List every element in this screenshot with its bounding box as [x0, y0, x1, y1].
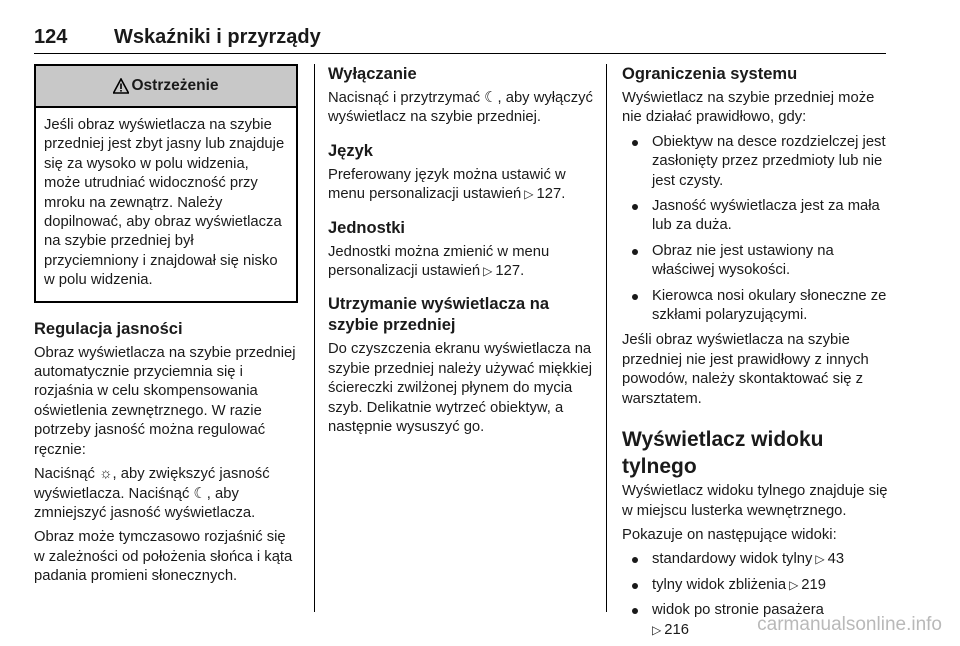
moon-icon: ☾: [484, 90, 498, 106]
bullet-icon: [632, 204, 638, 210]
list-item: Obraz nie jest ustawiony na właściwej wysokości.: [622, 242, 888, 281]
page-ref-icon: ▷: [815, 552, 825, 567]
maintenance-heading: Utrzymanie wyświetlacza na szybie przedniej: [328, 295, 550, 335]
warning-box: [34, 64, 298, 303]
units-paragraph: Jednostki można zmienić w menu personalizacji ustawień ▷ 127.: [328, 243, 596, 282]
list-item: Kierowca nosi okulary słoneczne ze szkłami polaryzującymi.: [622, 287, 888, 326]
language-ref: 127.: [536, 186, 566, 203]
rear-view-paragraph-1: Wyświetlacz widoku tylnego znajduje się w miejscu lusterka wewnętrznego.: [622, 483, 888, 519]
warning-label: Ostrzeżenie: [131, 77, 219, 94]
page-ref-icon: ▷: [483, 264, 493, 279]
page-title: Wskaźniki i przyrządy: [114, 26, 321, 48]
bullet-icon: [632, 583, 638, 589]
bullet-icon: [632, 249, 638, 255]
bullet-icon: [632, 557, 638, 563]
column-3: [622, 64, 888, 646]
warning-text: Jeśli obraz wyświetlacza na szybie przedniej jest zbyt jasny lub znajduje się za wysoko w polu widzenia, może utrudniać widoczność przy mroku na zewnątrz. Należy dopilnować, aby obraz wyświetlacza na szybie przedniej był przyciemniony i znajdował się nisko w polu widzenia.: [44, 117, 285, 289]
list-item: standardowy widok tylny ▷ 43: [622, 550, 888, 569]
sun-icon: ☼: [98, 466, 113, 483]
page-header: [34, 24, 886, 54]
off-paragraph: Nacisnąć i przytrzymać ☾, aby wyłączyć wyświetlacz na szybie przedniej.: [328, 90, 593, 126]
rear-view-heading: Wyświetlacz widoku tylnego: [622, 428, 824, 479]
warning-header: [36, 66, 296, 108]
page-ref-icon: ▷: [652, 622, 662, 637]
column-divider: [606, 64, 607, 612]
limits-heading: Ograniczenia systemu: [622, 65, 798, 83]
limits-intro: Wyświetlacz na szybie przedniej może nie działać prawidłowo, gdy:: [622, 90, 875, 126]
column-divider: [314, 64, 315, 612]
page-ref-icon: ▷: [524, 187, 534, 202]
language-paragraph: Preferowany język można ustawić w menu personalizacji ustawień ▷ 127.: [328, 166, 596, 205]
maintenance-paragraph: Do czyszczenia ekranu wyświetlacza na szybie przedniej należy używać miękkiej ściereczki zwilżonej płynem do mycia szyb. Delikatnie wytrzeć obiektyw, a następnie wysuszyć go.: [328, 341, 592, 436]
brightness-heading: Regulacja jasności: [34, 319, 183, 338]
bullet-icon: [632, 294, 638, 300]
units-ref: 127.: [495, 263, 525, 280]
page-ref-icon: ▷: [789, 577, 799, 592]
limits-list: [622, 133, 888, 326]
limits-outro: Jeśli obraz wyświetlacza na szybie przedniej nie jest prawidłowy z innych powodów, należy skontaktować się z warsztatem.: [622, 332, 869, 407]
list-item: widok po stronie pasażera ▷ 216: [622, 601, 888, 640]
units-heading: Jednostki: [328, 218, 406, 237]
page-number: 124: [34, 26, 68, 48]
bullet-icon: [632, 140, 638, 146]
warning-triangle-icon: [113, 78, 129, 94]
off-heading: Wyłączanie: [328, 65, 417, 83]
brightness-paragraph-2: Naciśnąć ☼, aby zwiększyć jasność wyświetlacza. Naciśnąć ☾, aby zmniejszyć jasność wyświetlacza.: [34, 466, 270, 521]
brightness-paragraph-1: Obraz wyświetlacza na szybie przedniej automatycznie przyciemnia się i rozjaśnia w celu skompensowania oświetlenia zewnętrznego. W razie potrzeby jasność można regulować ręcznie:: [34, 344, 296, 458]
list-item: tylny widok zbliżenia ▷ 219: [622, 576, 888, 595]
rear-view-paragraph-2: Pokazuje on następujące widoki:: [622, 526, 837, 543]
column-1: [34, 64, 298, 592]
bullet-icon: [632, 608, 638, 614]
watermark: carmanualsonline.info: [757, 614, 942, 635]
moon-icon: ☾: [193, 485, 207, 502]
list-item: Obiektyw na desce rozdzielczej jest zasłonięty przez przedmioty lub nie jest czysty.: [622, 133, 888, 191]
column-2: [328, 64, 596, 442]
brightness-paragraph-3: Obraz może tymczasowo rozjaśnić się w zależności od położenia słońca i kąta padania promieni słonecznych.: [34, 529, 293, 585]
language-heading: Język: [328, 141, 373, 160]
list-item: Jasność wyświetlacza jest za mała lub za duża.: [622, 197, 888, 236]
